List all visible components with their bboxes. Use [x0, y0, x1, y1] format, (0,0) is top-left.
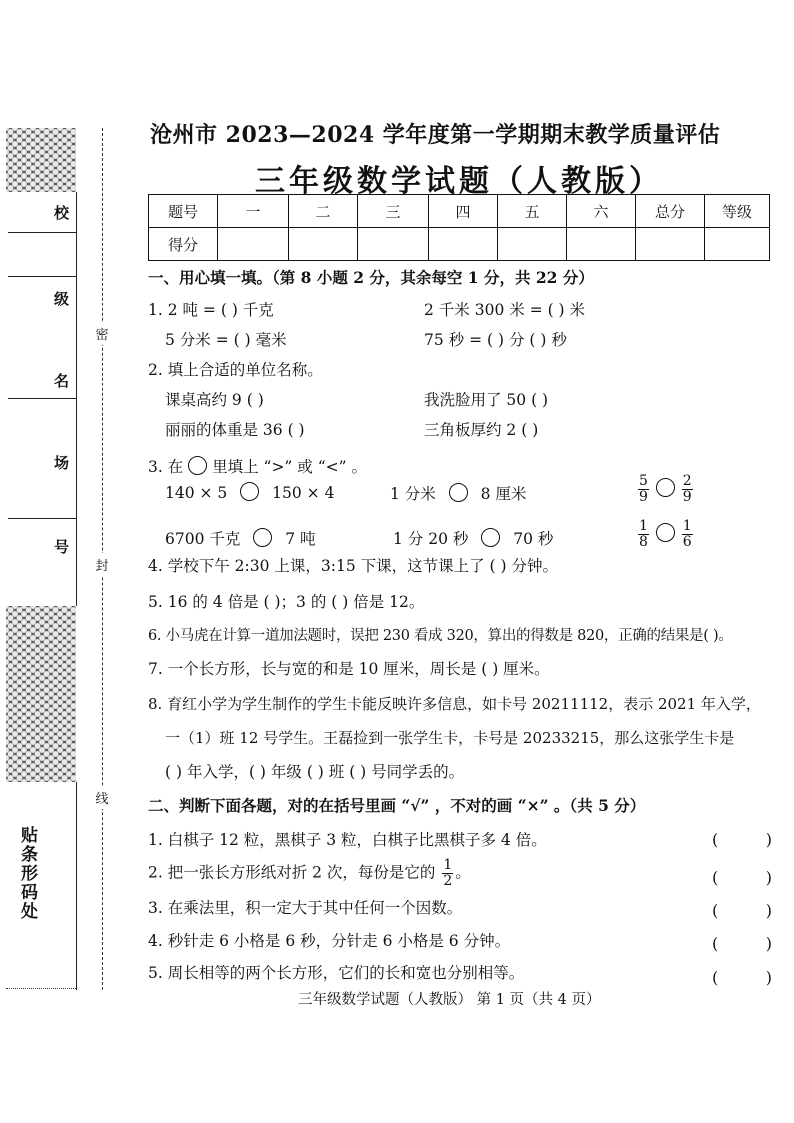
seal-char-xian: 线 [94, 786, 110, 809]
q2-c[interactable]: 丽丽的体重是 36 ( ) [165, 421, 305, 439]
score-header-cell: 题号 [149, 195, 218, 228]
compare-circle-icon [188, 456, 207, 475]
q3-d-right: 70 秒 [513, 530, 554, 548]
binding-field-room: 场 [54, 454, 70, 472]
compare-circle-input[interactable] [253, 528, 272, 547]
score-header-cell: 四 [429, 195, 498, 228]
q3-d [393, 527, 553, 549]
exam-title: 沧州市 2023—2024 学年度第一学期期末教学质量评估 [150, 122, 721, 148]
binding-dotted-line [6, 988, 76, 989]
binding-field-number: 号 [54, 538, 70, 556]
fraction [442, 858, 453, 889]
q3-b-right: 8 厘米 [480, 485, 527, 503]
binding-field-line [8, 398, 76, 399]
score-header-cell: 总分 [636, 195, 705, 228]
score-header-cell: 六 [567, 195, 636, 228]
compare-circle-input[interactable] [656, 478, 675, 497]
q8-line1: 8. 育红小学为学生制作的学生卡能反映许多信息，如卡号 20211112，表示 2021 年入学， [148, 695, 761, 713]
compare-circle-input[interactable] [481, 528, 500, 547]
q5[interactable]: 5. 16 的 4 倍是 ( )；3 的 ( ) 倍是 12。 [148, 593, 425, 611]
binding-field-class: 级 [54, 290, 70, 308]
paren-left: ( [712, 830, 719, 849]
q3-d-left: 1 分 20 秒 [393, 530, 469, 548]
q2-d[interactable]: 三角板厚约 2 ( ) [424, 421, 539, 439]
binding-field-line [8, 232, 76, 233]
section1-title: 一、用心填一填。（第 8 小题 2 分，其余每空 1 分，共 22 分） [148, 268, 594, 287]
compare-circle-input[interactable] [449, 483, 468, 502]
q8-line2: 一（1）班 12 号学生。王磊捡到一张学生卡，卡号是 20233215，那么这张学生卡是 [165, 729, 735, 747]
binding-field-line [8, 518, 76, 519]
q3-b [390, 482, 526, 504]
q8-line3[interactable]: ( ) 年入学，( ) 年级 ( ) 班 ( ) 号同学丢的。 [165, 763, 465, 781]
paren-right: ) [765, 830, 772, 849]
judge-item-5: 5. 周长相等的两个长方形，它们的长和宽也分别相等。 [148, 964, 525, 982]
score-input-cell[interactable] [567, 228, 636, 261]
q2-b[interactable]: 我洗脸用了 50 ( ) [424, 391, 549, 409]
score-header-cell: 五 [498, 195, 567, 228]
q3-prompt [148, 455, 367, 477]
fraction-denominator: 8 [639, 534, 648, 550]
score-input-cell[interactable] [358, 228, 429, 261]
score-input-cell[interactable] [636, 228, 705, 261]
fraction-numerator: 2 [682, 473, 692, 489]
judge-answer-4[interactable] [712, 934, 772, 953]
judge-item-1: 1. 白棋子 12 粒，黑棋子 3 粒，白棋子比黑棋子多 4 倍。 [148, 831, 547, 849]
q3-frac-1 [636, 474, 695, 505]
judge-answer-1[interactable] [712, 830, 772, 849]
q2-a[interactable]: 课桌高约 9 ( ) [165, 391, 264, 409]
fraction-denominator: 9 [682, 489, 692, 505]
judge-item-4: 4. 秒针走 6 小格是 6 秒，分针走 6 小格是 6 分钟。 [148, 932, 511, 950]
fraction-numerator: 1 [639, 518, 648, 534]
score-input-cell[interactable] [218, 228, 289, 261]
fraction-numerator: 1 [443, 857, 453, 873]
binding-border [76, 192, 77, 606]
q1-b[interactable]: 2 千米 300 米 = ( ) 米 [424, 301, 586, 319]
paren-right: ) [765, 868, 772, 887]
judge-item-3: 3. 在乘法里，积一定大于其中任何一个因数。 [148, 899, 463, 917]
binding-field-line [8, 276, 76, 277]
q3-c-right: 7 吨 [285, 530, 316, 548]
seal-char-feng: 封 [94, 553, 110, 576]
binding-pattern-bottom [6, 606, 76, 782]
q3-a-right: 150 × 4 [272, 484, 335, 502]
score-input-cell[interactable] [429, 228, 498, 261]
q3-prompt-tail: 里填上 “>” 或 “<” 。 [212, 458, 367, 476]
fraction [638, 474, 649, 505]
barcode-area-label: 贴条形码处 [17, 826, 37, 921]
score-header-cell: 一 [218, 195, 289, 228]
paren-right: ) [765, 968, 772, 987]
compare-circle-input[interactable] [656, 523, 675, 542]
paren-right: ) [765, 934, 772, 953]
paren-left: ( [712, 901, 719, 920]
q3-frac-2 [636, 519, 695, 550]
q3-b-left: 1 分米 [390, 485, 436, 503]
fraction-denominator: 2 [443, 873, 453, 889]
paren-right: ) [765, 901, 772, 920]
q1-d[interactable]: 75 秒 = ( ) 分 ( ) 秒 [424, 331, 567, 349]
page-footer: 三年级数学试题（人教版） 第 1 页（共 4 页） [298, 992, 601, 1008]
score-table-header-row [149, 195, 770, 228]
seal-char-mi: 密 [94, 322, 110, 345]
paren-left: ( [712, 868, 719, 887]
paren-left: ( [712, 934, 719, 953]
q1-c[interactable]: 5 分米 = ( ) 毫米 [165, 331, 287, 349]
judge-answer-5[interactable] [712, 968, 772, 987]
exam-subtitle: 三年级数学试题（人教版） [255, 164, 663, 199]
binding-pattern-top [6, 128, 76, 192]
q3-c [165, 527, 316, 549]
fraction [682, 474, 693, 505]
fraction [638, 519, 649, 550]
judge-item-2 [148, 858, 471, 889]
judge-answer-3[interactable] [712, 901, 772, 920]
fraction-denominator: 9 [639, 489, 648, 505]
q3-a [165, 482, 334, 502]
compare-circle-input[interactable] [240, 482, 259, 501]
q4[interactable]: 4. 学校下午 2:30 上课，3:15 下课，这节课上了 ( ) 分钟。 [148, 557, 558, 575]
section2-title: 二、判断下面各题，对的在括号里画 “√” ，不对的画 “×” 。（共 5 分） [148, 796, 646, 815]
q3-a-left: 140 × 5 [165, 484, 228, 502]
score-header-cell: 二 [289, 195, 358, 228]
score-input-cell[interactable] [705, 228, 770, 261]
fraction-numerator: 1 [682, 518, 692, 534]
fraction [682, 519, 693, 550]
score-header-cell: 三 [358, 195, 429, 228]
score-input-cell[interactable] [289, 228, 358, 261]
q3-c-left: 6700 千克 [165, 530, 241, 548]
judge-item-2-tail: 。 [455, 863, 471, 882]
q2-prompt: 2. 填上合适的单位名称。 [148, 361, 323, 379]
paren-left: ( [712, 968, 719, 987]
judge-item-2-text: 2. 把一张长方形纸对折 2 次，每份是它的 [148, 863, 436, 882]
score-table [148, 194, 770, 261]
binding-field-name: 名 [54, 372, 70, 390]
score-input-cell[interactable] [498, 228, 567, 261]
score-row-label: 得分 [149, 228, 218, 261]
score-table-score-row [149, 228, 770, 261]
q3-prompt-head: 3. 在 [148, 458, 184, 476]
fraction-numerator: 5 [639, 473, 648, 489]
judge-answer-2[interactable] [712, 868, 772, 887]
binding-field-school: 校 [54, 204, 70, 222]
binding-border-lower [76, 782, 77, 990]
q1-a[interactable]: 1. 2 吨 = ( ) 千克 [148, 301, 274, 319]
fraction-denominator: 6 [682, 534, 692, 550]
score-header-cell: 等级 [705, 195, 770, 228]
q7[interactable]: 7. 一个长方形，长与宽的和是 10 厘米，周长是 ( ) 厘米。 [148, 660, 550, 678]
q6[interactable]: 6. 小马虎在计算一道加法题时，误把 230 看成 320，算出的得数是 820，正确的结果是( )。 [148, 628, 733, 644]
